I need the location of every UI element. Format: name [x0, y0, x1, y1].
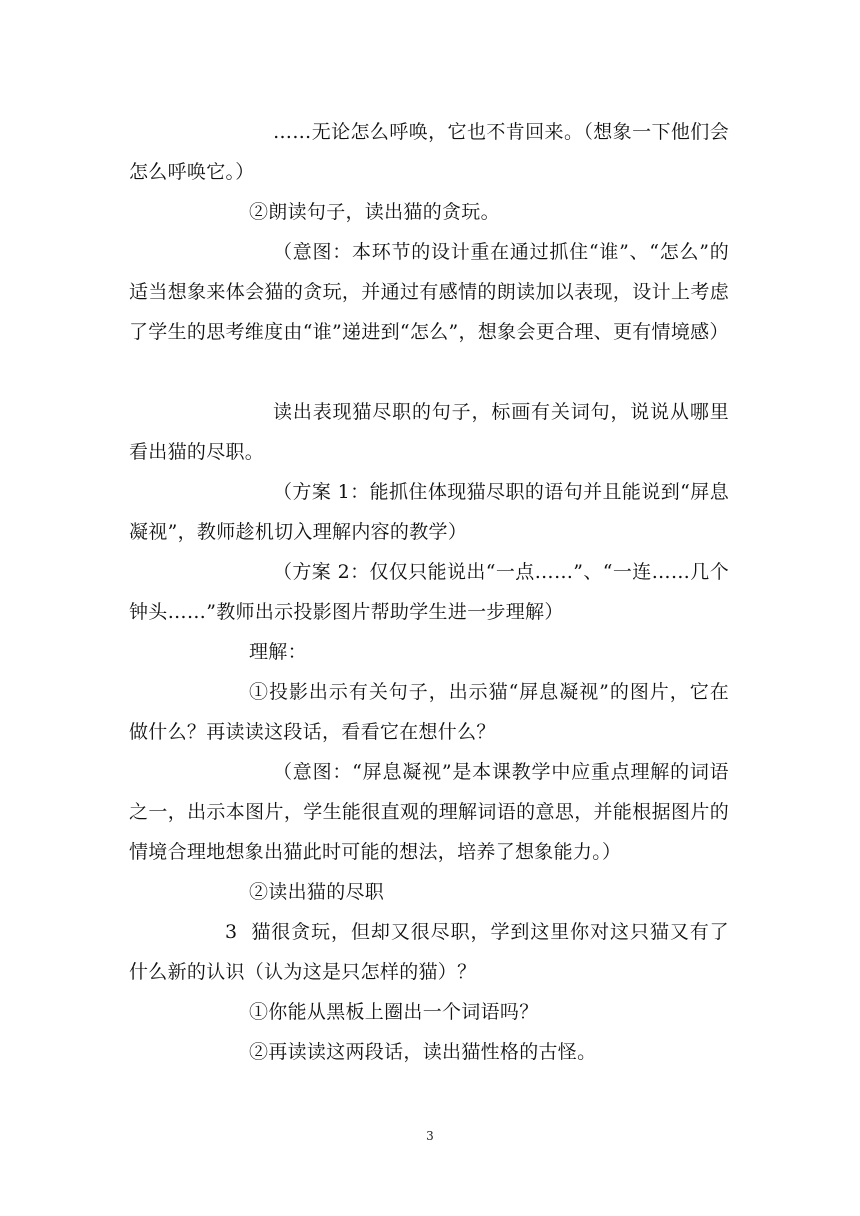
paragraph-intent-2: （意图：“屏息凝视”是本课教学中应重点理解的词语之一，出示本图片，学生能很直观的理解词语的意思，并能根据图片的情境合理地想象出猫此时可能的想法，培养了想象能力。） [129, 761, 729, 863]
page-number: 3 [426, 1129, 434, 1143]
paragraph-read-playful: ②朗读句子，读出猫的贪玩。 [249, 201, 500, 223]
paragraph-understand-heading: 理解： [249, 641, 307, 663]
paragraph-read-dutiful: 读出表现猫尽职的句子，标画有关词句，说说从哪里看出猫的尽职。 [129, 401, 729, 463]
paragraph-circle-word: ①你能从黑板上圈出一个词语吗？ [249, 1001, 539, 1023]
paragraph-projection: ①投影出示有关句子，出示猫“屏息凝视”的图片，它在做什么？再读读这段话，看看它在想什么？ [129, 681, 729, 743]
paragraph-plan-1: （方案 1：能抓住体现猫尽职的语句并且能说到“屏息凝视”，教师趁机切入理解内容的教学） [129, 481, 729, 543]
paragraph-read-strange: ②再读读这两段话，读出猫性格的古怪。 [249, 1041, 597, 1063]
paragraph-read-duty: ②读出猫的尽职 [249, 881, 385, 903]
paragraph-intent-1: （意图：本环节的设计重在通过抓住“谁”、“怎么”的适当想象来体会猫的贪玩，并通过有感情的朗读加以表现，设计上考虑了学生的思考维度由“谁”递进到“怎么”，想象会更合理、更有情境感） [129, 241, 729, 343]
paragraph-section-3: 3 猫很贪玩，但却又很尽职，学到这里你对这只猫又有了什么新的认识（认为这是只怎样的猫）？ [129, 921, 729, 983]
paragraph-plan-2: （方案 2：仅仅只能说出“一点……”、“一连……几个钟头……”教师出示投影图片帮助学生进一步理解） [129, 561, 729, 623]
paragraph-call-cat: ……无论怎么呼唤，它也不肯回来。（想象一下他们会怎么呼唤它。） [129, 121, 729, 183]
